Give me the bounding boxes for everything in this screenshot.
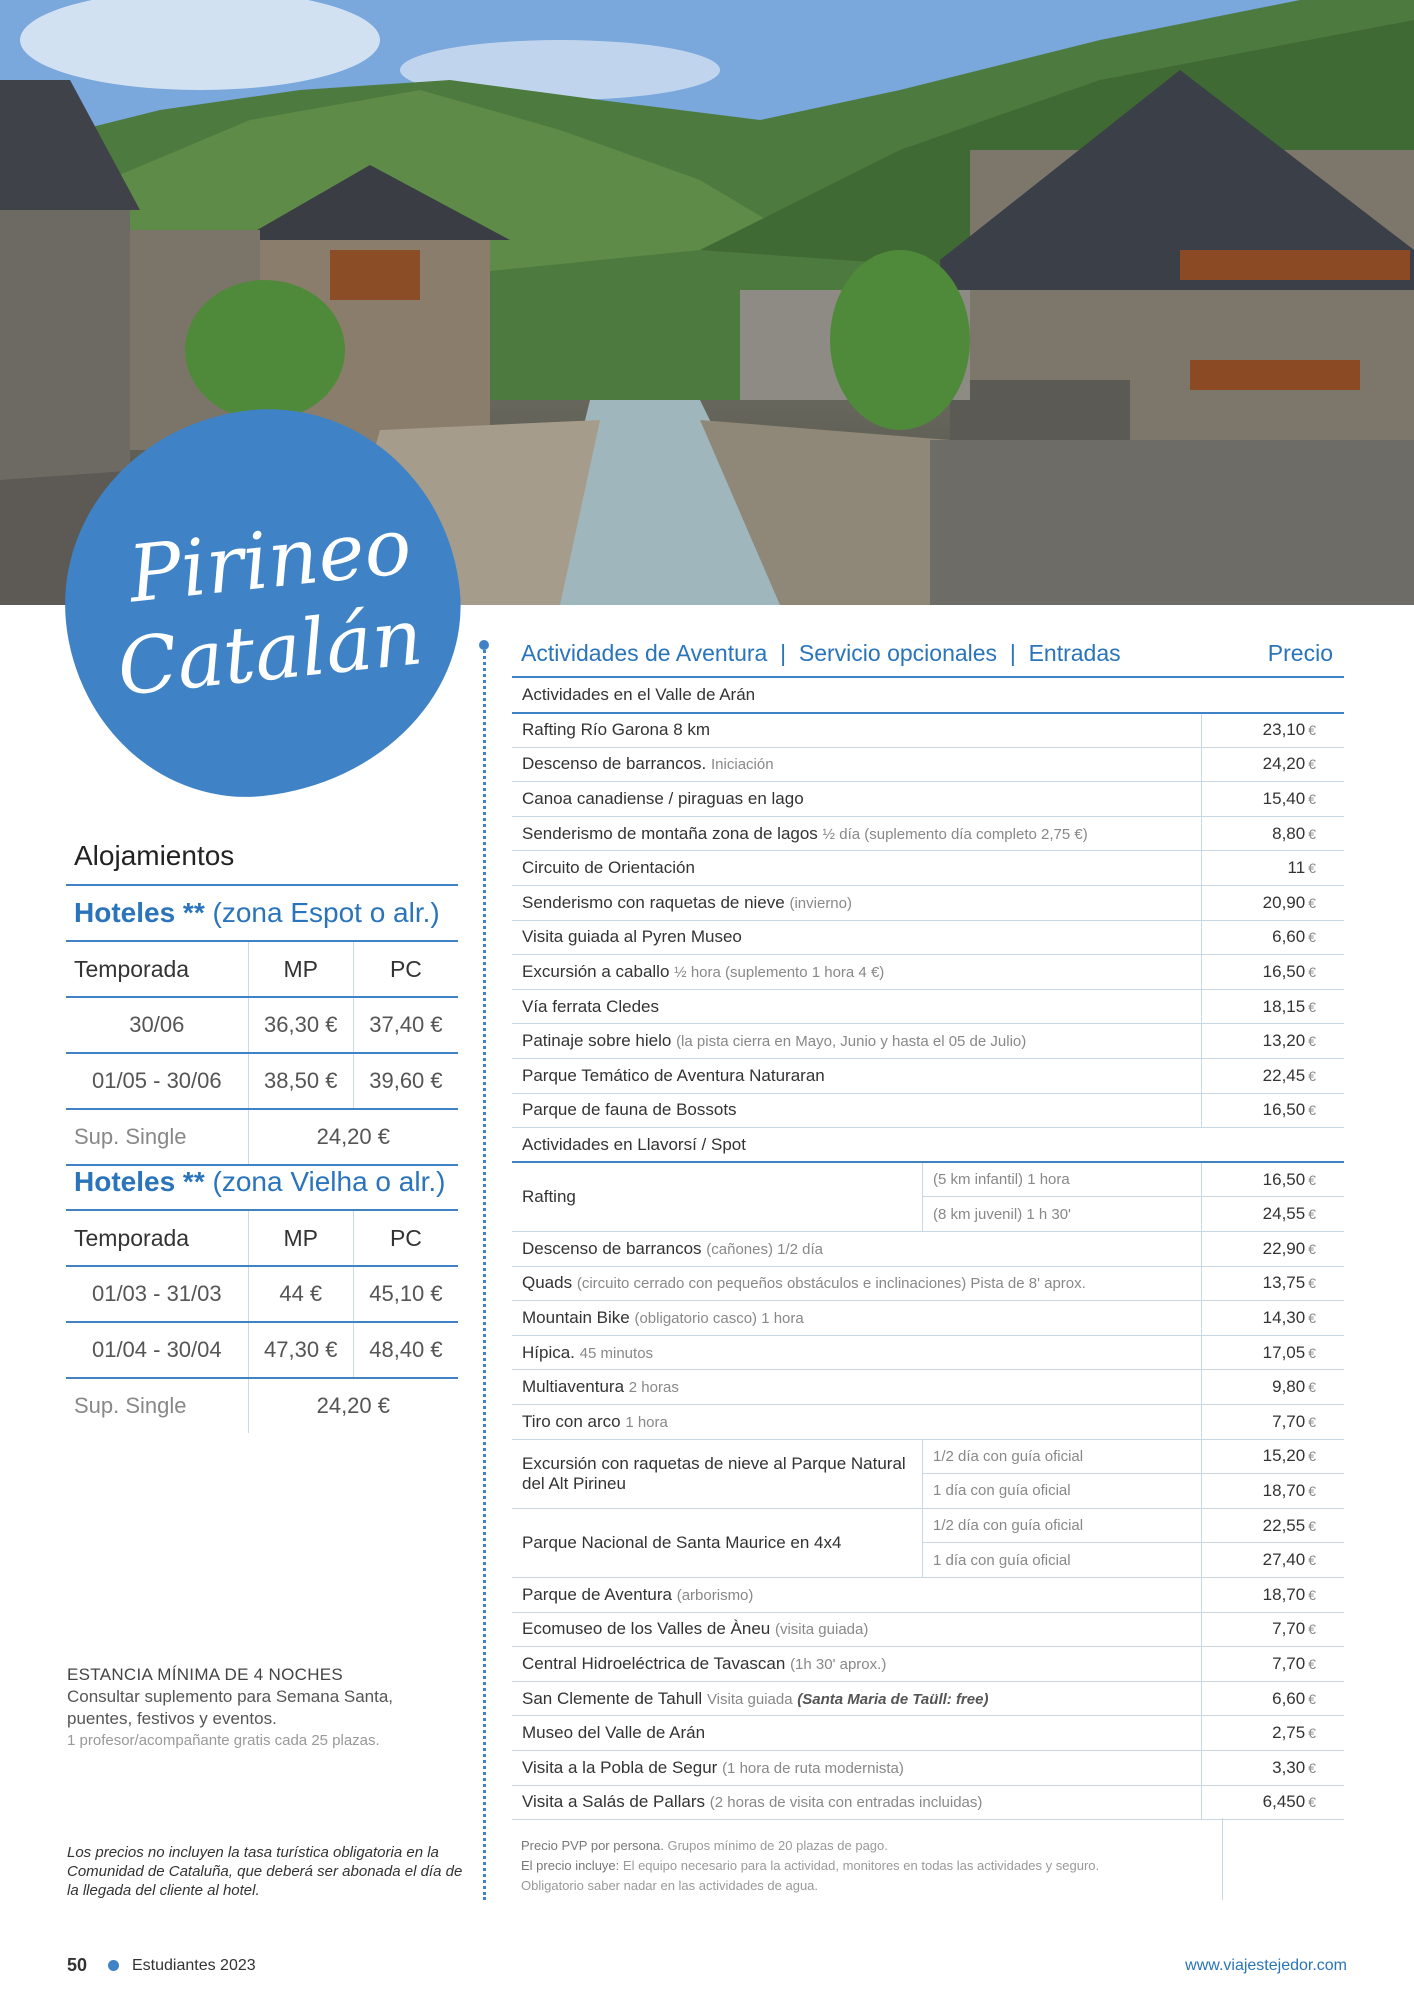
column-header: MP — [248, 1210, 353, 1266]
activity-price — [1202, 1439, 1345, 1474]
activity-name — [512, 886, 1202, 921]
price-value: 17,05 — [1262, 1342, 1306, 1362]
hotel-price-table-espot — [66, 940, 458, 1166]
currency: € — [1308, 1413, 1316, 1430]
footnote-text: Grupos mínimo de 20 plazas de pago. — [667, 1838, 888, 1853]
activity-name — [512, 1716, 1202, 1751]
activity-name — [512, 713, 1202, 748]
activity-price — [1202, 1162, 1345, 1197]
table-row — [512, 1716, 1344, 1751]
currency: € — [1308, 791, 1316, 808]
activity-price — [1202, 713, 1345, 748]
activity-name — [512, 1404, 1202, 1439]
price-value: 11 — [1287, 858, 1306, 878]
price-value: 23,10 — [1262, 720, 1306, 740]
website-link[interactable]: www.viajestejedor.com — [1185, 1957, 1347, 1974]
price-value: 6,60 — [1272, 1688, 1306, 1708]
activity-price — [1202, 1093, 1345, 1128]
activity-title: Central Hidroeléctrica de Tavascan — [522, 1653, 786, 1673]
mp-cell: 36,30 € — [248, 997, 353, 1053]
activity-detail: ½ hora (suplemento 1 hora 4 €) — [674, 964, 885, 982]
title-line-2: Catalán — [113, 592, 427, 714]
hotel-name: Hoteles ** — [74, 897, 205, 928]
table-row — [512, 1404, 1344, 1439]
price-value: 9,80 — [1272, 1377, 1306, 1397]
activity-title: Quads — [522, 1273, 573, 1293]
pc-cell: 45,10 € — [353, 1266, 458, 1322]
footnote-text: El equipo necesario para la actividad, monitores en todas las actividades y seguro. Obligatorio saber nadar en las actividades de agua. — [521, 1858, 1100, 1893]
table-row — [66, 997, 458, 1053]
activity-title: Visita a Salás de Pallars — [522, 1792, 706, 1812]
activity-name — [512, 1059, 1202, 1094]
footnote-label: Precio PVP por persona. — [521, 1838, 664, 1853]
table-row — [512, 1577, 1344, 1612]
table-row — [512, 1612, 1344, 1647]
currency: € — [1308, 1586, 1316, 1603]
activity-name — [512, 955, 1202, 990]
table-row — [512, 1647, 1344, 1682]
table-row — [512, 920, 1344, 955]
accommodation-heading: Alojamientos — [74, 840, 235, 871]
activity-detail: (obligatorio casco) 1 hora — [634, 1309, 804, 1327]
footnote-label: El precio incluye: — [521, 1858, 620, 1873]
activity-name — [512, 1266, 1202, 1301]
currency: € — [1308, 1102, 1316, 1119]
title-line-1: Pirineo — [124, 501, 416, 621]
currency: € — [1308, 1794, 1316, 1811]
single-price: 24,20 € — [248, 1378, 458, 1433]
activity-name — [512, 1093, 1202, 1128]
table-row — [512, 747, 1344, 782]
dotted-divider — [483, 645, 486, 1900]
price-value: 3,30 — [1272, 1757, 1306, 1777]
activity-title: Senderismo con raquetas de nieve — [522, 892, 785, 912]
activity-option: (8 km juvenil) 1 h 30' — [923, 1197, 1202, 1232]
activity-detail: (arborismo) — [676, 1586, 754, 1604]
activity-detail: (2 horas de visita con entradas incluidas) — [709, 1794, 983, 1812]
activity-detail: 2 horas — [628, 1379, 679, 1397]
price-value: 22,55 — [1262, 1515, 1306, 1535]
stay-notes — [67, 1664, 462, 1752]
pc-cell: 37,40 € — [353, 997, 458, 1053]
activity-price — [1202, 1785, 1345, 1820]
activity-price — [1202, 782, 1345, 817]
table-row — [512, 713, 1344, 748]
pc-cell: 39,60 € — [353, 1053, 458, 1109]
currency: € — [1308, 1275, 1316, 1292]
activity-title: Senderismo de montaña zona de lagos — [522, 823, 818, 843]
currency: € — [1308, 1517, 1316, 1534]
footnote-2 — [521, 1856, 1161, 1896]
activity-name: Excursión con raquetas de nieve al Parque Natural del Alt Pirineu — [512, 1439, 923, 1508]
currency: € — [1308, 1482, 1316, 1499]
price-value: 22,90 — [1262, 1238, 1306, 1258]
price-value: 24,20 — [1262, 754, 1306, 774]
activity-name — [512, 816, 1202, 851]
activity-option: 1/2 día con guía oficial — [923, 1439, 1202, 1474]
activity-price — [1202, 1404, 1345, 1439]
activity-title: Circuito de Orientación — [522, 858, 695, 878]
activity-name — [512, 1681, 1202, 1716]
activity-price — [1202, 1232, 1345, 1267]
price-value: 24,55 — [1262, 1204, 1306, 1224]
price-value: 15,20 — [1262, 1446, 1306, 1466]
hotel-zone: (zona Vielha o alr.) — [212, 1166, 446, 1197]
activity-title: Parque de Aventura — [522, 1584, 672, 1604]
activity-name — [512, 1335, 1202, 1370]
activity-title: Hípica. — [522, 1342, 575, 1362]
price-value: 18,70 — [1262, 1584, 1306, 1604]
price-value: 8,80 — [1272, 823, 1306, 843]
activity-title: Visita guiada al Pyren Museo — [522, 927, 742, 947]
prices-title: Actividades de Aventura | Servicio opcionales | Entradas — [521, 640, 1121, 666]
activities-price-table — [512, 678, 1344, 1820]
season-cell: 01/03 - 31/03 — [66, 1266, 248, 1322]
activity-name — [512, 851, 1202, 886]
activity-title: Vía ferrata Cledes — [522, 996, 660, 1016]
activity-detail: (1 hora de ruta modernista) — [722, 1759, 904, 1777]
table-row — [512, 1681, 1344, 1716]
activity-detail: (cañones) 1/2 día — [706, 1240, 824, 1258]
currency: € — [1308, 1725, 1316, 1742]
footer-dot — [108, 1960, 119, 1971]
tax-note: Los precios no incluyen la tasa turística obligatoria en la Comunidad de Cataluña, que deberá ser abonada el día de la llegada del cliente al hotel. — [67, 1844, 463, 1899]
column-header: PC — [353, 1210, 458, 1266]
activity-title: Excursión a caballo — [522, 962, 670, 982]
currency: € — [1308, 756, 1316, 773]
table-row — [512, 1439, 1344, 1474]
activity-detail: (circuito cerrado con pequeños obstáculos e inclinaciones) Pista de 8' aprox. — [576, 1275, 1086, 1293]
table-row — [512, 955, 1344, 990]
currency: € — [1308, 1171, 1316, 1188]
activity-price — [1202, 1059, 1345, 1094]
table-row — [512, 1750, 1344, 1785]
single-price: 24,20 € — [248, 1109, 458, 1165]
activity-detail: Iniciación — [711, 756, 774, 774]
divider — [66, 884, 458, 886]
activity-option: 1/2 día con guía oficial — [923, 1508, 1202, 1543]
activity-price — [1202, 1024, 1345, 1059]
activity-price — [1202, 989, 1345, 1024]
price-value: 6,450 — [1262, 1792, 1306, 1812]
activity-name: Parque Nacional de Santa Maurice en 4x4 — [512, 1508, 923, 1577]
hotel-title-vielha — [74, 1166, 445, 1198]
activity-name — [512, 989, 1202, 1024]
activity-title: Tiro con arco — [522, 1411, 621, 1431]
activity-title: Patinaje sobre hielo — [522, 1031, 672, 1051]
activity-price — [1202, 1750, 1345, 1785]
teacher-note: 1 profesor/acompañante gratis cada 25 plazas. — [67, 1732, 380, 1749]
activity-detail: (la pista cierra en Mayo, Junio y hasta el 05 de Julio) — [676, 1033, 1027, 1051]
currency: € — [1308, 1206, 1316, 1223]
catalog-name: Estudiantes 2023 — [132, 1957, 256, 1974]
currency: € — [1308, 1655, 1316, 1672]
activity-price — [1202, 886, 1345, 921]
table-row — [512, 1335, 1344, 1370]
activity-title: Descenso de barrancos — [522, 1238, 702, 1258]
activity-price — [1202, 920, 1345, 955]
activity-option: 1 día con guía oficial — [923, 1474, 1202, 1509]
page-number: 50 — [67, 1955, 88, 1975]
price-value: 14,30 — [1262, 1307, 1306, 1327]
activity-detail: (invierno) — [789, 894, 852, 912]
activity-title: Museo del Valle de Arán — [522, 1723, 706, 1743]
activity-name — [512, 1577, 1202, 1612]
currency: € — [1308, 998, 1316, 1015]
section-title: Actividades en Llavorsí / Spot — [512, 1128, 1344, 1163]
mp-cell: 47,30 € — [248, 1322, 353, 1378]
price-value: 18,70 — [1262, 1480, 1306, 1500]
activity-title: Multiaventura — [522, 1377, 625, 1397]
table-row — [66, 1109, 458, 1165]
table-row — [512, 1024, 1344, 1059]
currency: € — [1308, 860, 1316, 877]
activity-price — [1202, 1577, 1345, 1612]
table-row — [512, 1232, 1344, 1267]
prices-header — [521, 640, 1343, 676]
hotel-title-espot — [74, 897, 440, 929]
table-row — [66, 1322, 458, 1378]
mp-cell: 44 € — [248, 1266, 353, 1322]
table-row — [512, 1266, 1344, 1301]
currency: € — [1308, 1552, 1316, 1569]
price-value: 16,50 — [1262, 1169, 1306, 1189]
activity-title: Parque de fauna de Bossots — [522, 1100, 737, 1120]
activity-detail: (1h 30' aprox.) — [790, 1655, 887, 1673]
season-cell: 01/04 - 30/04 — [66, 1322, 248, 1378]
activity-name — [512, 1647, 1202, 1682]
currency: € — [1308, 1759, 1316, 1776]
page-title — [100, 501, 440, 714]
column-header: MP — [248, 941, 353, 997]
divider — [1222, 1818, 1223, 1900]
column-header: Temporada — [66, 941, 248, 997]
activity-price — [1202, 1197, 1345, 1232]
table-row — [66, 1266, 458, 1322]
activity-price — [1202, 1543, 1345, 1578]
activity-name — [512, 1232, 1202, 1267]
min-stay: ESTANCIA MÍNIMA DE 4 NOCHES — [67, 1665, 344, 1684]
activity-name — [512, 1785, 1202, 1820]
section-title: Actividades en el Valle de Arán — [512, 678, 1344, 713]
activity-title: Canoa canadiense / piraguas en lago — [522, 789, 804, 809]
currency: € — [1308, 1240, 1316, 1257]
price-value: 16,50 — [1262, 962, 1306, 982]
price-value: 7,70 — [1272, 1411, 1306, 1431]
activity-name — [512, 920, 1202, 955]
pc-cell: 48,40 € — [353, 1322, 458, 1378]
table-row — [512, 1301, 1344, 1336]
activity-name — [512, 782, 1202, 817]
price-value: 20,90 — [1262, 892, 1306, 912]
activity-price — [1202, 1612, 1345, 1647]
activity-price — [1202, 955, 1345, 990]
activity-price — [1202, 747, 1345, 782]
table-row — [512, 1093, 1344, 1128]
activity-detail: Visita guiada — [706, 1690, 793, 1708]
price-value: 16,50 — [1262, 1100, 1306, 1120]
activity-note: (Santa Maria de Taüll: free) — [797, 1690, 989, 1708]
currency: € — [1308, 894, 1316, 911]
season-cell: 30/06 — [66, 997, 248, 1053]
activity-name — [512, 1612, 1202, 1647]
currency: € — [1308, 1621, 1316, 1638]
activity-detail: (visita guiada) — [774, 1621, 869, 1639]
single-label: Sup. Single — [74, 1393, 187, 1418]
activity-name — [512, 1024, 1202, 1059]
activity-price — [1202, 1370, 1345, 1405]
activity-price — [1202, 816, 1345, 851]
hotel-name: Hoteles ** — [74, 1166, 205, 1197]
currency: € — [1308, 722, 1316, 739]
currency: € — [1308, 929, 1316, 946]
price-value: 27,40 — [1262, 1550, 1306, 1570]
activity-price — [1202, 1474, 1345, 1509]
currency: € — [1308, 825, 1316, 842]
currency: € — [1308, 964, 1316, 981]
activity-price — [1202, 1335, 1345, 1370]
activity-price — [1202, 1508, 1345, 1543]
table-row — [512, 1785, 1344, 1820]
column-header: Temporada — [66, 1210, 248, 1266]
section-row — [512, 678, 1344, 713]
column-header: PC — [353, 941, 458, 997]
price-value: 15,40 — [1262, 789, 1306, 809]
section-row — [512, 1128, 1344, 1163]
currency: € — [1308, 1309, 1316, 1326]
single-label: Sup. Single — [66, 1109, 248, 1165]
activity-detail: 1 hora — [625, 1413, 668, 1431]
activity-price — [1202, 1681, 1345, 1716]
activity-title: Visita a la Pobla de Segur — [522, 1757, 718, 1777]
currency: € — [1308, 1690, 1316, 1707]
mp-cell: 38,50 € — [248, 1053, 353, 1109]
price-value: 7,70 — [1272, 1619, 1306, 1639]
table-row — [512, 1508, 1344, 1543]
table-row — [512, 782, 1344, 817]
currency: € — [1308, 1379, 1316, 1396]
table-row — [512, 851, 1344, 886]
season-cell: 01/05 - 30/06 — [66, 1053, 248, 1109]
currency: € — [1308, 1344, 1316, 1361]
price-value: 2,75 — [1272, 1723, 1306, 1743]
activity-detail: ½ día (suplemento día completo 2,75 €) — [822, 825, 1088, 843]
table-row — [512, 1059, 1344, 1094]
footnote-1 — [521, 1836, 1161, 1856]
activity-title: Parque Temático de Aventura Naturaran — [522, 1065, 825, 1085]
activity-price — [1202, 1301, 1345, 1336]
activity-name — [512, 1750, 1202, 1785]
price-value: 7,70 — [1272, 1653, 1306, 1673]
hotel-zone: (zona Espot o alr.) — [212, 897, 440, 928]
price-value: 13,20 — [1262, 1031, 1306, 1051]
activity-title: Rafting Río Garona 8 km — [522, 720, 711, 740]
price-column-header: Precio — [1267, 640, 1333, 666]
activity-price — [1202, 1266, 1345, 1301]
currency: € — [1308, 1067, 1316, 1084]
table-row — [66, 1378, 458, 1433]
activity-option: (5 km infantil) 1 hora — [923, 1162, 1202, 1197]
price-value: 18,15 — [1262, 996, 1306, 1016]
table-row — [512, 1370, 1344, 1405]
currency: € — [1308, 1033, 1316, 1050]
activity-price — [1202, 1647, 1345, 1682]
currency: € — [1308, 1448, 1316, 1465]
supplement-note: Consultar suplemento para Semana Santa, puentes, festivos y eventos. — [67, 1687, 394, 1728]
price-value: 22,45 — [1262, 1065, 1306, 1085]
table-row — [512, 886, 1344, 921]
activity-name — [512, 747, 1202, 782]
activity-price — [1202, 1716, 1345, 1751]
activity-title: Descenso de barrancos. — [522, 754, 707, 774]
price-footnotes — [521, 1836, 1161, 1896]
activity-price — [1202, 851, 1345, 886]
activity-title: Mountain Bike — [522, 1307, 630, 1327]
price-value: 13,75 — [1262, 1273, 1306, 1293]
activity-name — [512, 1370, 1202, 1405]
table-row — [512, 816, 1344, 851]
activity-name — [512, 1301, 1202, 1336]
price-value: 6,60 — [1272, 927, 1306, 947]
hotel-price-table-vielha — [66, 1209, 458, 1433]
table-row — [512, 989, 1344, 1024]
table-row — [66, 1053, 458, 1109]
activity-option: 1 día con guía oficial — [923, 1543, 1202, 1578]
activity-name: Rafting — [512, 1162, 923, 1231]
table-row — [512, 1162, 1344, 1197]
activity-title: Ecomuseo de los Valles de Àneu — [522, 1619, 771, 1639]
activity-detail: 45 minutos — [579, 1344, 654, 1362]
activity-title: San Clemente de Tahull — [522, 1688, 703, 1708]
